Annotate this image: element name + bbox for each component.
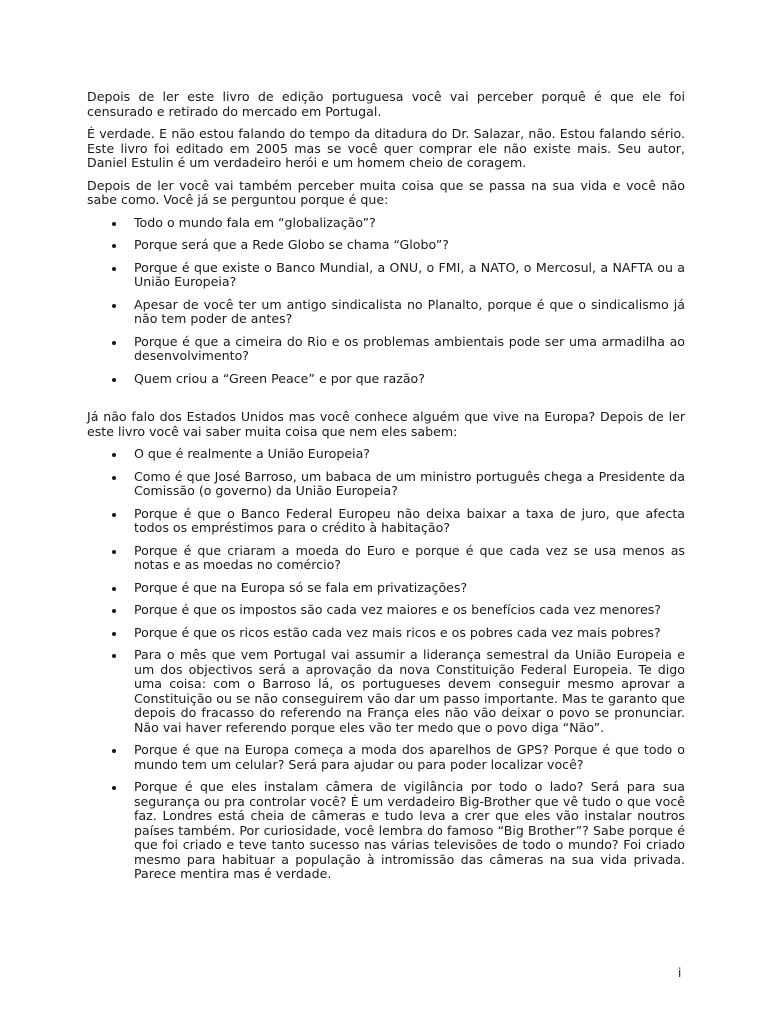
bullet-icon xyxy=(112,632,116,636)
list-item-text: Porque é que criaram a moeda do Euro e porque é que cada vez se usa menos as notas e as moedas no comércio? xyxy=(134,542,685,572)
list-item-text: Porque é que na Europa começa a moda dos aparelhos de GPS? Porque é que todo o mundo tem um celular? Será para ajudar ou para poder localizar você? xyxy=(134,742,685,772)
list-item xyxy=(87,372,685,387)
list-item xyxy=(87,298,685,327)
bullet-icon xyxy=(112,749,116,753)
page-number: i xyxy=(678,966,682,980)
list-item-text: Porque será que a Rede Globo se chama “Globo”? xyxy=(134,237,449,252)
list-item xyxy=(87,507,685,536)
paragraph: Depois de ler você vai também perceber muita coisa que se passa na sua vida e você não sabe como. Você já se perguntou porque é que: xyxy=(87,177,685,207)
list-item-text: Porque é que eles instalam câmera de vigilância por todo o lado? Será para sua segurança ou pra controlar você? É um verdadeiro Big-Brother que vê tudo o que você faz. Londres está cheia de câmeras e tudo leva a crer que eles vão instalar noutros países também. Por curiosidade, você lembra do famoso “Big Brother”? Sabe porque é que foi criado e teve tanto sucesso nas várias televisões de todo o mundo? Foi criado mesmo para habituar a população à intromissão das câmeras na sua vida privada. Parece mentira mas é verdade. xyxy=(134,779,685,881)
list-item xyxy=(87,261,685,290)
list-item xyxy=(87,581,685,596)
list-item-text: Porque é que existe o Banco Mundial, a ONU, o FMI, a NATO, o Mercosul, a NAFTA ou a União Europeia? xyxy=(134,259,685,289)
bullet-icon xyxy=(112,267,116,271)
list-item-text: Porque é que os ricos estão cada vez mais ricos e os pobres cada vez mais pobres? xyxy=(134,624,661,640)
list-item xyxy=(87,626,685,641)
list-item xyxy=(87,447,685,462)
bullet-icon xyxy=(112,786,116,790)
list-item-text: Porque é que na Europa só se fala em privatizações? xyxy=(134,579,468,595)
bullet-icon xyxy=(112,550,116,554)
spacer xyxy=(87,394,685,410)
list-item xyxy=(87,470,685,499)
bullet-icon xyxy=(112,341,116,345)
document-page xyxy=(87,90,685,890)
list-item-text: Quem criou a “Green Peace” e por que razão? xyxy=(134,370,425,386)
list-item xyxy=(87,335,685,364)
list-item-text: Porque é que os impostos são cada vez maiores e os benefícios cada vez menores? xyxy=(134,602,661,617)
bullet-icon xyxy=(112,453,116,457)
list-item-text: Apesar de você ter um antigo sindicalista no Planalto, porque é que o sindicalismo já não tem poder de antes? xyxy=(134,296,685,326)
list-item-text: Porque é que o Banco Federal Europeu não deixa baixar a taxa de juro, que afecta todos os empréstimos para o crédito à habitação? xyxy=(134,505,685,535)
paragraph: É verdade. E não estou falando do tempo da ditadura do Dr. Salazar, não. Estou falando sério. Este livro foi editado em 2005 mas se você quer comprar ele não existe mais. Seu autor, Daniel Estulin é um verdadeiro herói e um homem cheio de coragem. xyxy=(87,126,685,170)
bullet-icon xyxy=(112,654,116,658)
list-item xyxy=(87,648,685,735)
bullet-icon xyxy=(112,244,116,248)
paragraph: Já não falo dos Estados Unidos mas você conhece alguém que vive na Europa? Depois de ler este livro você vai saber muita coisa que nem eles sabem: xyxy=(87,409,685,439)
list-item-text: Porque é que a cimeira do Rio e os problemas ambientais pode ser uma armadilha ao desenvolvimento? xyxy=(134,333,685,363)
list-item-text: Para o mês que vem Portugal vai assumir a liderança semestral da União Europeia e um dos objectivos será a aprovação da nova Constituição Federal Europeia. Te digo uma coisa: com o Barroso lá, os portugueses devem conseguir mesmo aprovar a Constituição ou se não conseguirem vão dar um passo importante. Mas te garanto que depois do fracasso do referendo na França eles não vão deixar o povo se pronunciar. Não vai haver referendo porque eles vão ter medo que o povo diga “Não”. xyxy=(134,647,685,735)
bullet-icon xyxy=(112,222,116,226)
bullet-icon xyxy=(112,304,116,308)
list-item xyxy=(87,216,685,231)
list-item xyxy=(87,238,685,253)
bullet-icon xyxy=(112,476,116,480)
bullet-list xyxy=(87,447,685,882)
bullet-icon xyxy=(112,587,116,591)
bullet-icon xyxy=(112,609,116,613)
list-item-text: Como é que José Barroso, um babaca de um ministro português chega a Presidente da Comissão (o governo) da União Europeia? xyxy=(134,468,685,498)
paragraph: Depois de ler este livro de edição portuguesa você vai perceber porquê é que ele foi censurado e retirado do mercado em Portugal. xyxy=(87,89,685,119)
list-item xyxy=(87,780,685,882)
bullet-list xyxy=(87,216,685,387)
bullet-icon xyxy=(112,513,116,517)
list-item-text: O que é realmente a União Europeia? xyxy=(134,446,370,461)
list-item-text: Todo o mundo fala em “globalização”? xyxy=(134,214,376,230)
list-item xyxy=(87,603,685,618)
list-item xyxy=(87,544,685,573)
list-item xyxy=(87,743,685,772)
bullet-icon xyxy=(112,378,116,382)
